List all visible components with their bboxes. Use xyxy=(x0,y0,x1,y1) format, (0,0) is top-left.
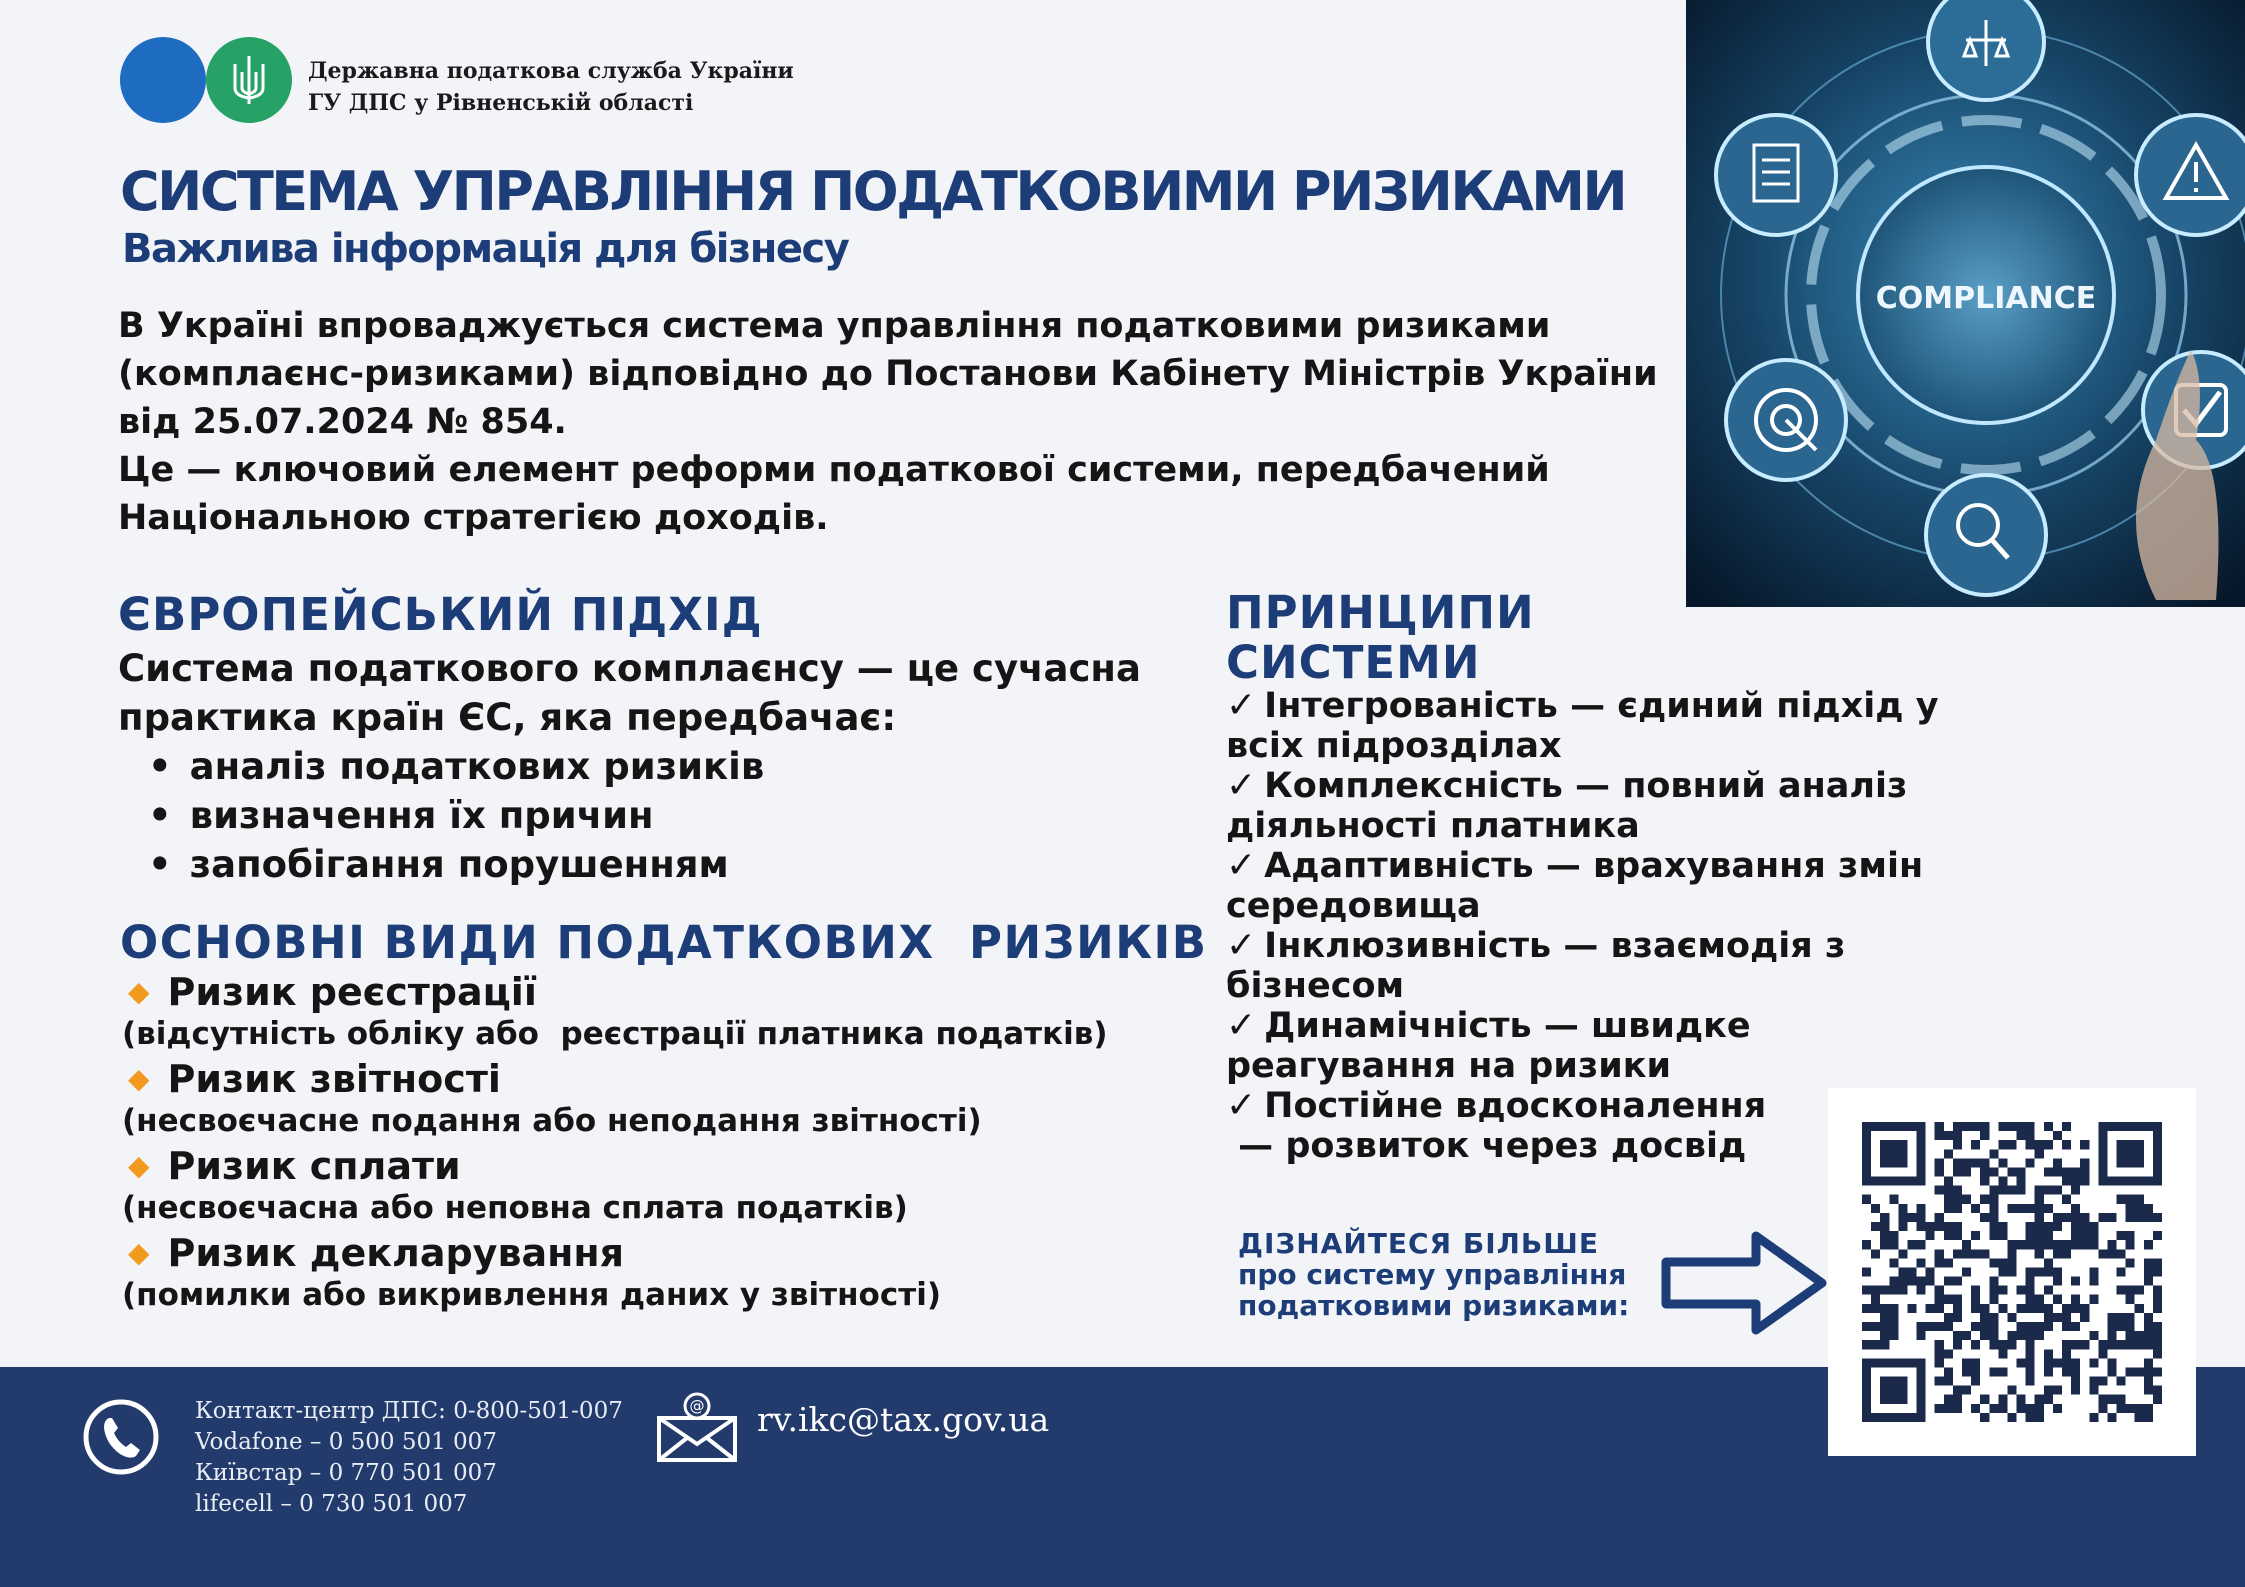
vodafone-phone: Vodafone – 0 500 501 007 xyxy=(195,1429,497,1455)
list-item: • запобігання порушенням xyxy=(148,840,764,889)
principles-title xyxy=(1226,588,1535,688)
trident-icon xyxy=(229,54,269,106)
list-item: • визначення їх причин xyxy=(148,791,764,840)
intro-paragraph-1: В Україні впроваджується система управління податковими ризиками (комплаєнс-ризиками) відповідно до Постанови Кабінету Міністрів України від 25.07.2024 № 854. xyxy=(118,306,1658,442)
principles-title-line-2: СИСТЕМИ xyxy=(1226,636,1481,689)
risk-item xyxy=(122,1144,908,1228)
principle-item: ✓ Динамічність — швидке реагування на ризики xyxy=(1226,1005,1751,1086)
contact-center-phone: Контакт-центр ДПС: 0-800-501-007 xyxy=(195,1398,623,1424)
intro-text xyxy=(118,302,1678,542)
page-subtitle: Важлива інформація для бізнесу xyxy=(122,226,849,272)
lifecell-phone: lifecell – 0 730 501 007 xyxy=(195,1491,468,1517)
principle-item: ✓ Постійне вдосконалення — розвиток через досвід xyxy=(1226,1085,1767,1166)
target-icon xyxy=(1726,360,1846,480)
learn-more-line: про систему управління xyxy=(1238,1258,1627,1291)
principles-title-line-1: ПРИНЦИПИ xyxy=(1226,586,1535,639)
checkmark-icon: ✓ xyxy=(1226,925,1257,966)
mail-icon xyxy=(655,1390,739,1464)
principle-item: ✓ Інклюзивність — взаємодія з бізнесом xyxy=(1226,925,1846,1006)
arrow-right-icon xyxy=(1660,1228,1830,1338)
risk-item xyxy=(122,1231,941,1315)
qr-code[interactable] xyxy=(1862,1122,2162,1422)
principle-item: ✓ Комплексність — повний аналіз діяльності платника xyxy=(1226,765,1908,846)
search-icon xyxy=(1926,475,2046,595)
risk-description: (помилки або викривлення даних у звітності) xyxy=(122,1277,941,1313)
checkmark-icon: ✓ xyxy=(1226,1085,1257,1126)
intro-paragraph-2: Це — ключовий елемент реформи податкової системи, передбачений Національною стратегією доходів. xyxy=(118,450,1550,538)
list-item: • аналіз податкових ризиків xyxy=(148,742,764,791)
hero-label: COMPLIANCE xyxy=(1875,281,2097,316)
checkmark-icon: ✓ xyxy=(1226,765,1257,806)
risk-types-title: ОСНОВНІ ВИДИ ПОДАТКОВИХ РИЗИКІВ xyxy=(120,916,1208,969)
org-department: ГУ ДПС у Рівненській області xyxy=(308,90,694,116)
compliance-illustration xyxy=(1686,0,2245,607)
european-approach-title: ЄВРОПЕЙСЬКИЙ ПІДХІД xyxy=(118,588,763,641)
logo-blue-circle xyxy=(120,37,206,123)
logo-trident-circle xyxy=(206,37,292,123)
kyivstar-phone: Київстар – 0 770 501 007 xyxy=(195,1460,497,1486)
risk-description: (відсутність обліку або реєстрації платника податків) xyxy=(122,1016,1108,1052)
principle-item: ✓ Інтегрованість — єдиний підхід у всіх підрозділах xyxy=(1226,685,1939,766)
risk-description: (несвоєчасна або неповна сплата податків) xyxy=(122,1190,908,1226)
diamond-bullet-icon: ◆ xyxy=(128,975,150,1008)
diamond-bullet-icon: ◆ xyxy=(128,1149,150,1182)
risk-item xyxy=(122,970,1108,1054)
risk-name: Ризик сплати xyxy=(167,1144,461,1188)
principle-item: ✓ Адаптивність — врахування змін середовища xyxy=(1226,845,1924,926)
diamond-bullet-icon: ◆ xyxy=(128,1062,150,1095)
risk-name: Ризик звітності xyxy=(167,1057,501,1101)
checkmark-icon: ✓ xyxy=(1226,1005,1257,1046)
phone-icon xyxy=(82,1398,160,1476)
scales-icon xyxy=(1928,0,2044,100)
risk-name: Ризик реєстрації xyxy=(167,970,537,1014)
page-title: СИСТЕМА УПРАВЛІННЯ ПОДАТКОВИМИ РИЗИКАМИ xyxy=(120,160,1626,223)
learn-more-heading: ДІЗНАЙТЕСЯ БІЛЬШЕ xyxy=(1238,1227,1599,1260)
svg-text:@: @ xyxy=(689,1397,705,1415)
risk-description: (несвоєчасне подання або неподання звітності) xyxy=(122,1103,982,1139)
risk-name: Ризик декларування xyxy=(167,1231,625,1275)
org-name: Державна податкова служба України xyxy=(308,58,794,84)
email-link[interactable]: rv.ikc@tax.gov.ua xyxy=(757,1400,1050,1439)
diamond-bullet-icon: ◆ xyxy=(128,1236,150,1269)
european-approach-list xyxy=(148,742,764,889)
checkmark-icon: ✓ xyxy=(1226,845,1257,886)
learn-more-text xyxy=(1238,1228,1629,1321)
learn-more-line: податковими ризиками: xyxy=(1238,1289,1630,1322)
european-approach-text: Система податкового комплаєнсу — це сучасна практика країн ЄС, яка передбачає: xyxy=(118,647,1141,739)
contact-info xyxy=(195,1396,623,1520)
risk-item xyxy=(122,1057,982,1141)
warning-icon xyxy=(2136,115,2245,235)
checkmark-icon: ✓ xyxy=(1226,685,1257,726)
document-icon xyxy=(1716,115,1836,235)
